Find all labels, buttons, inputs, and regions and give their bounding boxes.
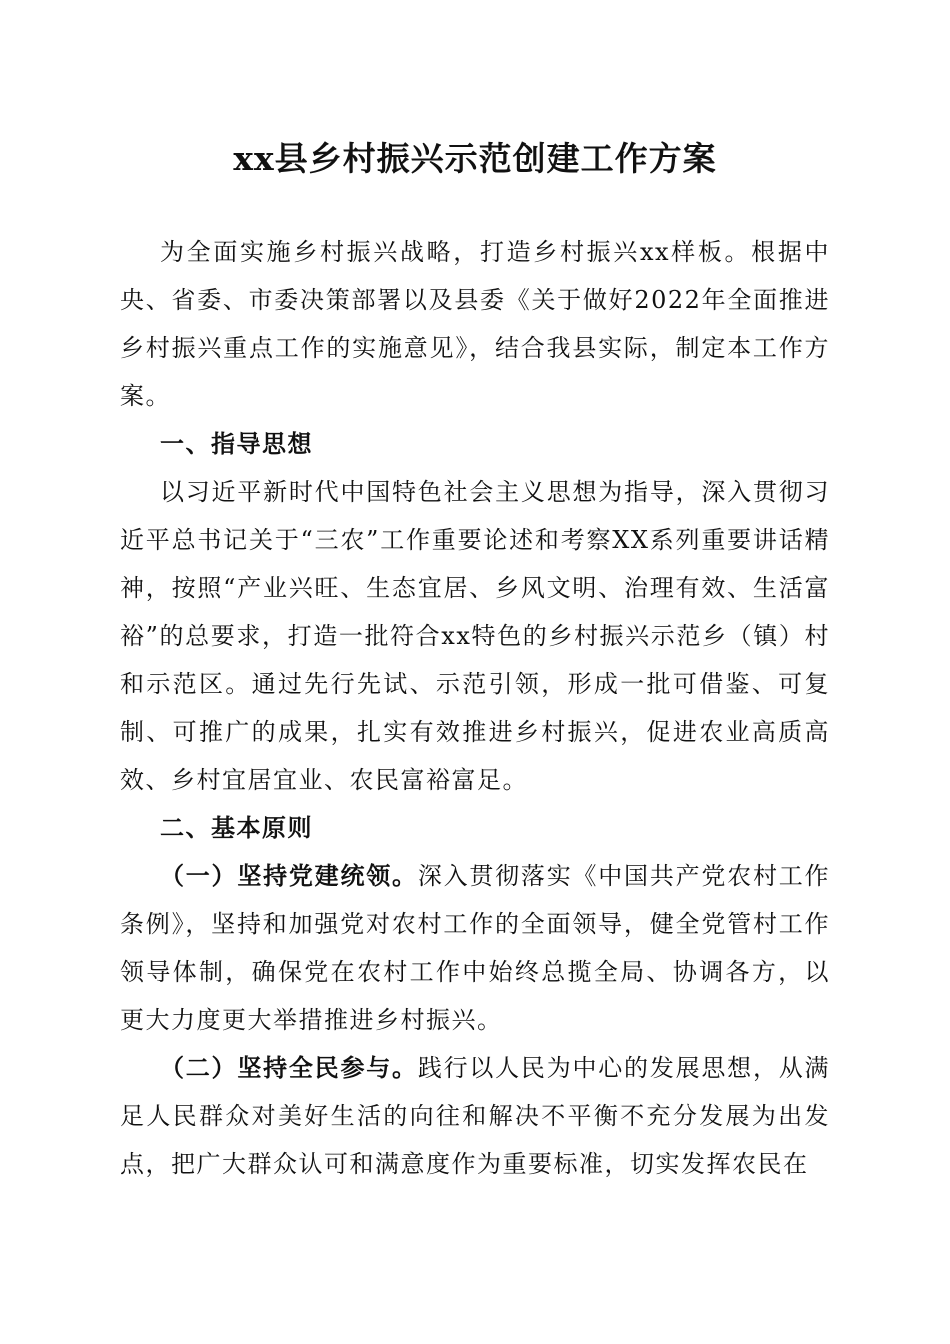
principle-paragraph-2 [120,1044,830,1188]
document-body [120,228,830,1188]
document-title: xx县乡村振兴示范创建工作方案 [233,139,717,178]
guiding-ideology-paragraph: 以习近平新时代中国特色社会主义思想为指导，深入贯彻习近平总书记关于“三农”工作重要论述和考察XX系列重要讲话精神，按照“产业兴旺、生态宜居、乡风文明、治理有效、生活富裕”的总要求，打造一批符合xx特色的乡村振兴示范乡（镇）村和示范区。通过先行先试、示范引领，形成一批可借鉴、可复制、可推广的成果，扎实有效推进乡村振兴，促进农业高质高效、乡村宜居宜业、农民富裕富足。 [120,478,830,794]
principle-1-text: 深入贯彻落实《中国共产党农村工作条例》，坚持和加强党对农村工作的全面领导，健全党管村工作领导体制，确保党在农村工作中始终总揽全局、协调各方，以更大力度更大举措推进乡村振兴。 [120,862,831,1034]
section-heading-basic-principles: 二、基本原则 [160,814,313,842]
intro-paragraph: 为全面实施乡村振兴战略，打造乡村振兴xx样板。根据中央、省委、市委决策部署以及县委《关于做好2022年全面推进乡村振兴重点工作的实施意见》，结合我县实际，制定本工作方案。 [120,238,830,410]
principle-2-text: 践行以人民为中心的发展思想，从满足人民群众对美好生活的向往和解决不平衡不充分发展为出发点，把广大群众认可和满意度作为重要标准，切实发挥农民在 [120,1054,831,1178]
principle-paragraph-1 [120,852,830,1044]
section-heading-guiding-ideology: 一、指导思想 [160,430,313,458]
principle-1-lead: （一）坚持党建统领。 [160,861,418,890]
principle-2-lead: （二）坚持全民参与。 [160,1053,418,1082]
